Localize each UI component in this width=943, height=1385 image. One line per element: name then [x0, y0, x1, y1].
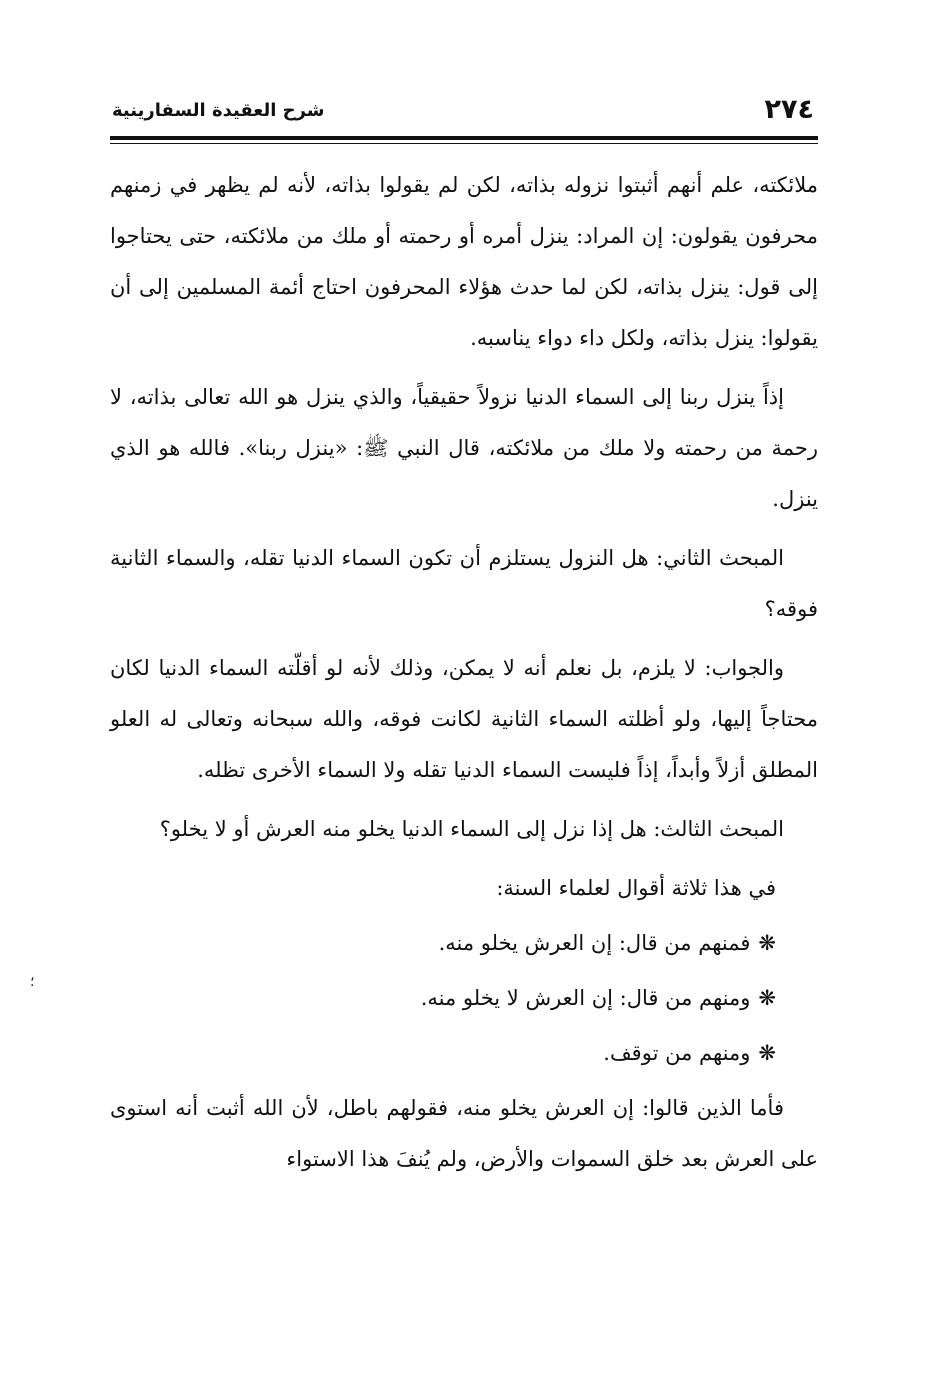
- list-item: [110, 918, 818, 969]
- paragraph: ملائكته، علم أنهم أثبتوا نزوله بذاته، لكن لم يقولوا بذاته، لأنه لم يظهر في زمنهم محرفون يقولون: إن المراد: ينزل أمره أو رحمته أو ملك من ملائكته، حتى يحتاجوا إلى قول: ينزل بذاته، لكن لما حدث هؤلاء المحرفون احتاج أئمة المسلمين إلى أن يقولوا: ينزل بذاته، ولكل داء دواء يناسبه.: [110, 173, 818, 350]
- list-item: [110, 1028, 818, 1079]
- running-title: شرح العقيدة السفارينية: [112, 100, 325, 121]
- list-item-text: ومنهم من توقف.: [603, 1041, 751, 1065]
- paragraph: المبحث الثاني: هل النزول يستلزم أن تكون السماء الدنيا تقله، والسماء الثانية فوقه؟: [110, 546, 818, 621]
- page-header: [110, 92, 818, 126]
- bullet-icon: ❋: [758, 931, 776, 955]
- bullet-icon: ❋: [758, 986, 776, 1010]
- body-text: [110, 160, 818, 1185]
- margin-mark: ؛: [30, 974, 35, 990]
- closing-paragraph: فأما الذين قالوا: إن العرش يخلو منه، فقولهم باطل، لأن الله أثبت أنه استوى على العرش بعد خلق السموات والأرض، ولم يُنفَ هذا الاستواء: [110, 1096, 818, 1171]
- header-rule: [110, 136, 818, 144]
- page-number: ٢٧٤: [764, 94, 814, 125]
- book-page: [110, 92, 818, 1193]
- list-intro: في هذا ثلاثة أقوال لعلماء السنة:: [496, 876, 776, 900]
- paragraph: إذاً ينزل ربنا إلى السماء الدنيا نزولاً حقيقياً، والذي ينزل هو الله تعالى بذاته، لا رحمة من رحمته ولا ملك من ملائكته، قال النبي ﷺ: «ينزل ربنا». فالله هو الذي ينزل.: [110, 385, 818, 511]
- bullet-icon: ❋: [758, 1041, 776, 1065]
- list-item-text: ومنهم من قال: إن العرش لا يخلو منه.: [420, 986, 751, 1010]
- list-item: [110, 973, 818, 1024]
- list-item-text: فمنهم من قال: إن العرش يخلو منه.: [438, 931, 751, 955]
- paragraph: والجواب: لا يلزم، بل نعلم أنه لا يمكن، وذلك لأنه لو أقلّته السماء الدنيا لكان محتاجاً إليها، ولو أظلته السماء الثانية لكانت فوقه، والله سبحانه وتعالى له العلو المطلق أزلاً وأبداً، إذاً فليست السماء الدنيا تقله ولا السماء الأخرى تظله.: [110, 656, 818, 782]
- paragraph: المبحث الثالث: هل إذا نزل إلى السماء الدنيا يخلو منه العرش أو لا يخلو؟: [159, 817, 784, 841]
